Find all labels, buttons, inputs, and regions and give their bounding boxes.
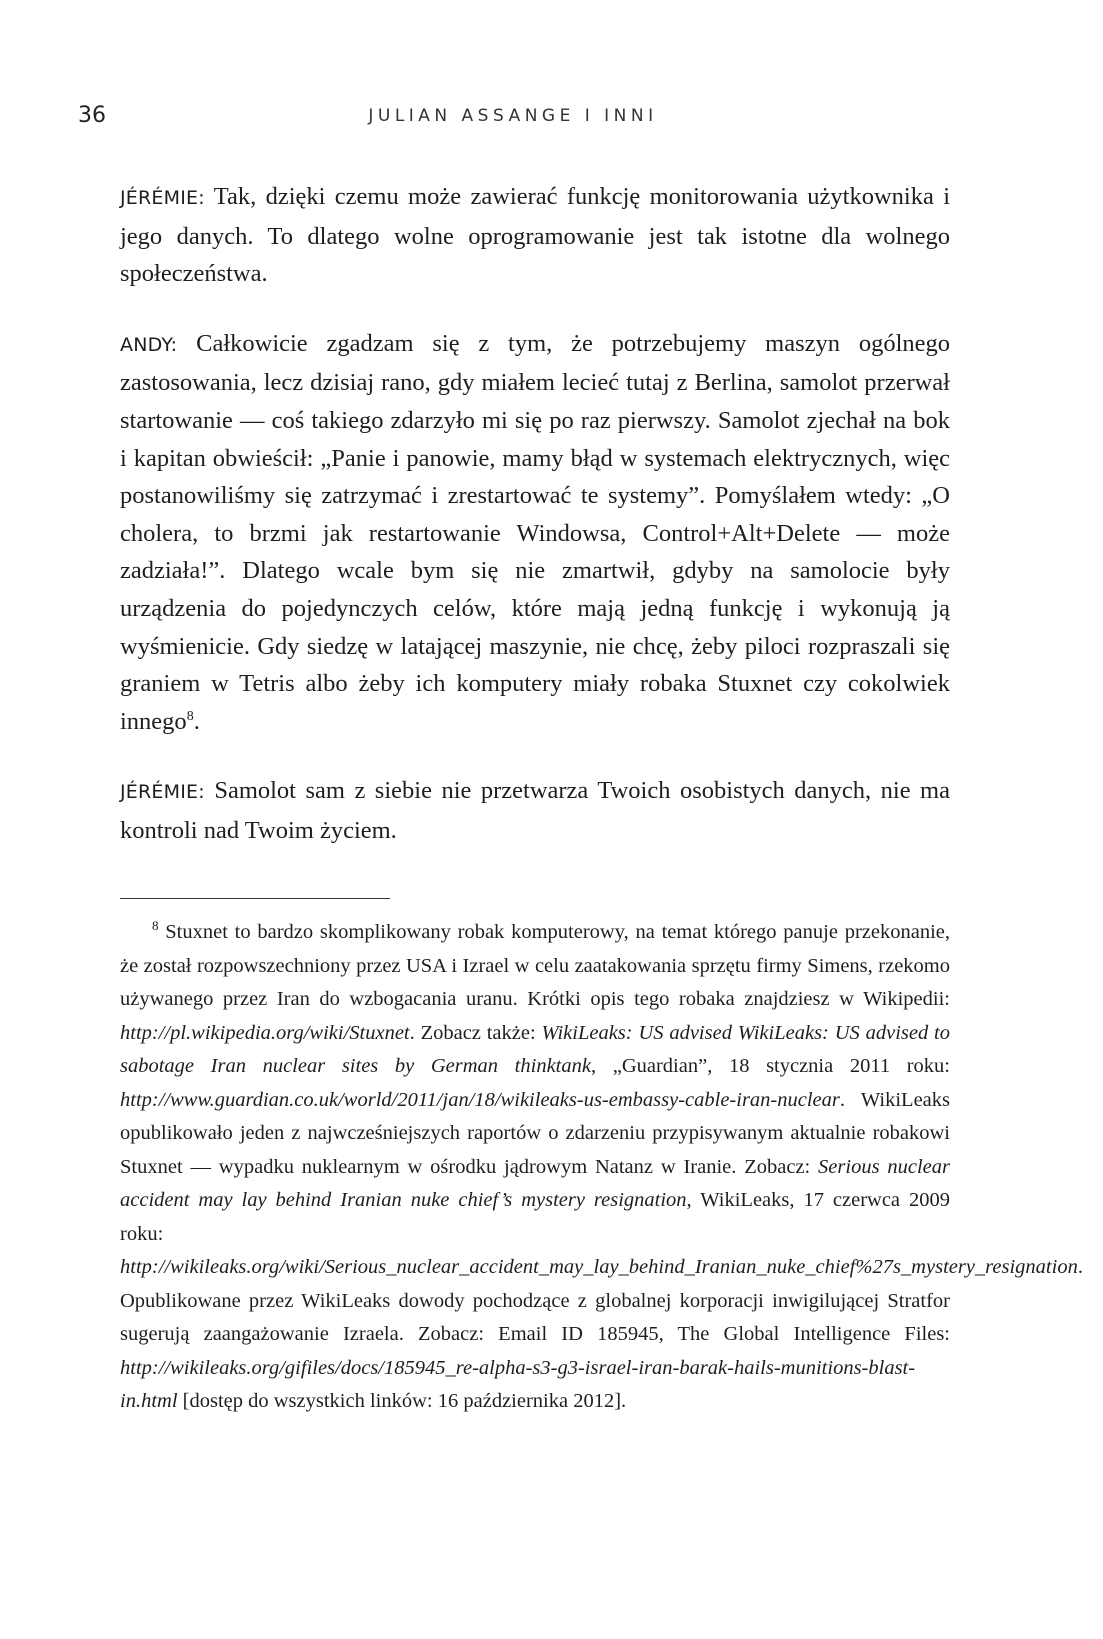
- footnote-text: , „Guardian”, 18 stycznia 2011 roku:: [590, 1055, 950, 1077]
- footnote-article-title: Serious nuclear accident may lay behind Iranian nuke chief’s mystery resignation: [120, 1155, 950, 1211]
- footnote-text: [dostęp do wszystkich linków: 16 października 2012].: [177, 1390, 627, 1412]
- page-number: 36: [78, 103, 106, 128]
- dialogue-paragraph: [120, 178, 950, 293]
- footnote: 8 Stuxnet to bardzo skomplikowany robak komputerowy, na temat którego panuje przekonanie, że został rozpowszechniony przez USA i Izrael w celu zaatakowania sprzętu firmy Simens, rzekomo używanego przez Iran do wzbogacania uranu. Krótki opis tego robaka znajdziesz w Wikipedii: http://pl.wikipedia.org/wiki/Stuxnet. Zobacz także: WikiLeaks: US advised WikiLeaks: US advised to sabotage Iran nuclear sites by German thinktank, „Guardian”, 18 stycznia 2011 roku: http://www.guardian.co.uk/world/2011/jan/18/wikileaks-us-embassy-cable-iran-nuclear. WikiLeaks opublikowało jeden z najwcześniejszych raportów o zdarzeniu przypisywanym aktualnie robakowi Stuxnet — wypadku nuklearnym w ośrodku jądrowym Natanz w Iranie. Zobacz: Serious nuclear accident may lay behind Iranian nuke chief’s mystery resignation, WikiLeaks, 17 czerwca 2009 roku: http://wikileaks.org/wiki/Serious_nuclear_accident_may_lay_behind_Iranian_nuke_chief%27s_mystery_resignation. Opublikowane przez WikiLeaks dowody pochodzące z globalnej korporacji inwigilującej Stratfor sugerują zaangażowanie Izraela. Zobacz: Email ID 185945, The Global Intelligence Files: http://wikileaks.org/gifiles/docs/185945_re-alpha-s3-g3-israel-iran-barak-hails-munitions-blast-in.html [dostęp do wszystkich linków: 16 października 2012].: [120, 918, 1083, 1412]
- paragraph-text: Tak, dzięki czemu może zawierać funkcję monitorowania użytkownika i jego danych. To dlatego wolne oprogramowanie jest tak istotne dla wolnego społeczeństwa.: [120, 183, 950, 288]
- paragraph-text: Samolot sam z siebie nie przetwarza Twoich osobistych danych, nie ma kontroli nad Twoim życiem.: [120, 777, 950, 844]
- dialogue-paragraph: [120, 772, 950, 849]
- footnote-reference: 8: [186, 708, 194, 724]
- footnote-text: . Opublikowane przez WikiLeaks dowody pochodzące z globalnej korporacji inwigilującej Stratfor sugerują zaangażowanie Izraela. Zobacz: Email ID 185945, The Global Intelligence Files:: [120, 1256, 1083, 1345]
- footnote-article-title: WikiLeaks: US advised WikiLeaks: US advised to sabotage Iran nuclear sites by German thinktank: [120, 1021, 950, 1077]
- dialogue-paragraph: [120, 325, 950, 741]
- paragraph-text-end: .: [193, 707, 200, 735]
- paragraph-text: Całkowicie zgadzam się z tym, że potrzebujemy maszyn ogólnego zastosowania, lecz dzisiaj rano, gdy miałem lecieć tutaj z Berlina, samolot przerwał startowanie — coś takiego zdarzyło mi się po raz pierwszy. Samolot zjechał na bok i kapitan obwieścił: „Panie i panowie, mamy błąd w systemach elektrycznych, więc postanowiliśmy się zatrzymać i zrestartować te systemy”. Pomyślałem wtedy: „O cholera, to brzmi jak restartowanie Windowsa, Control+Alt+Delete — może zadziała!”. Dlatego wcale bym się nie zmartwił, gdyby na samolocie były urządzenia do pojedynczych celów, które mają jedną funkcję i wykonują ją wyśmienicie. Gdy siedzę w latającej maszynie, nie chcę, żeby piloci rozpraszali się graniem w Tetris albo żeby ich komputery miały robaka Stuxnet czy cokolwiek innego: [120, 329, 950, 735]
- footnote-link: http://pl.wikipedia.org/wiki/Stuxnet: [120, 1021, 410, 1044]
- main-text: [120, 178, 950, 882]
- running-head: [78, 103, 948, 133]
- footnote-link: http://wikileaks.org/gifiles/docs/185945_re-alpha-s3-g3-israel-iran-barak-hails-munitions-blast-in.html: [120, 1356, 916, 1412]
- speaker-name: ANDY:: [120, 333, 178, 356]
- footnote-text: , WikiLeaks, 17 czerwca 2009 roku:: [120, 1189, 950, 1245]
- footnote-divider: [120, 898, 390, 899]
- footnote-link: http://www.guardian.co.uk/world/2011/jan/18/wikileaks-us-embassy-cable-iran-nuclear: [120, 1088, 840, 1111]
- footnote-link: http://wikileaks.org/wiki/Serious_nuclear_accident_may_lay_behind_Iranian_nuke_chief%27s_mystery_resignation: [120, 1256, 1078, 1278]
- footnote-text: Stuxnet to bardzo skomplikowany robak komputerowy, na temat którego panuje przekonanie, że został rozpowszechniony przez USA i Izrael w celu zaatakowania sprzętu firmy Simens, rzekomo używanego przez Iran do wzbogacania uranu. Krótki opis tego robaka znajdziesz w Wikipedii:: [120, 921, 950, 1010]
- speaker-name: JÉRÉMIE:: [120, 187, 205, 209]
- footnote-text: . Zobacz także:: [409, 1021, 542, 1044]
- footnote-text: . WikiLeaks opublikowało jeden z najwcześniejszych raportów o zdarzeniu przypisywanym aktualnie robakowi Stuxnet — wypadku nuklearnym w ośrodku jądrowym Natanz w Iranie. Zobacz:: [120, 1088, 950, 1178]
- speaker-name: JÉRÉMIE:: [120, 781, 205, 804]
- running-head-title: JULIAN ASSANGE I INNI: [368, 106, 658, 126]
